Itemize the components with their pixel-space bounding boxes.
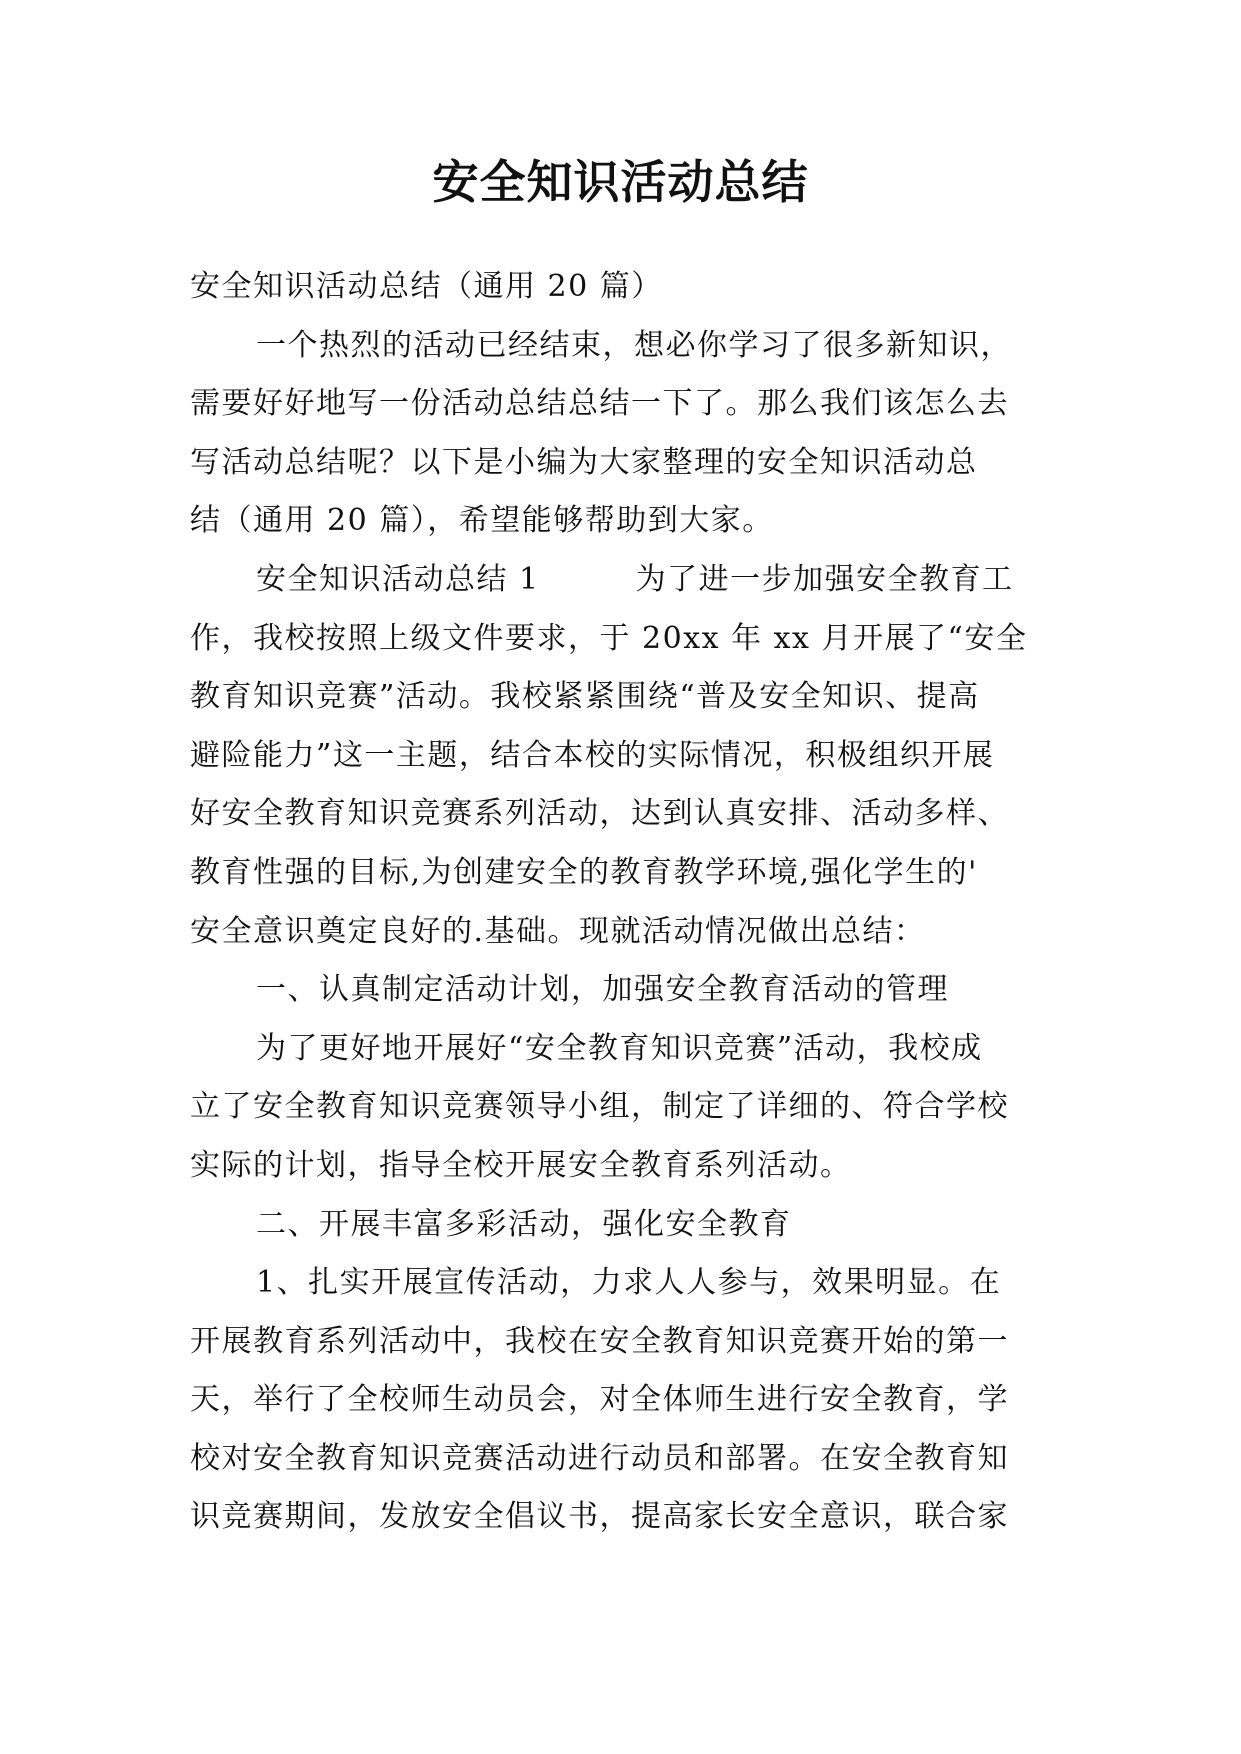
text-line-content: 一个热烈的活动已经结束，想必你学习了很多新知识， xyxy=(256,327,1012,363)
text-line xyxy=(190,492,1070,551)
text-line-content: 1、扎实开展宣传活动，力求人人参与，效果明显。在 xyxy=(256,1265,1002,1301)
text-line-content: 避险能力”这一主题，结合本校的实际情况，积极组织开展 xyxy=(190,737,995,773)
text-line xyxy=(190,1430,1070,1489)
text-line xyxy=(190,903,1070,962)
text-line-content: 写活动总结呢？以下是小编为大家整理的安全知识活动总 xyxy=(190,444,978,480)
text-line xyxy=(190,1078,1070,1137)
text-line-content: 好安全教育知识竞赛系列活动，达到认真安排、活动多样、 xyxy=(190,796,1009,832)
text-line xyxy=(190,258,1070,317)
text-line-continuation: 为了进一步加强安全教育工 xyxy=(635,561,1014,597)
text-line-content: 安全意识奠定良好的.基础。现就活动情况做出总结： xyxy=(190,913,926,949)
text-line xyxy=(190,610,1070,669)
text-line-content: 安全知识活动总结 1 xyxy=(256,561,540,597)
text-line-content: 立了安全教育知识竞赛领导小组，制定了详细的、符合学校 xyxy=(190,1089,1009,1125)
text-line-content: 结（通用 20 篇），希望能够帮助到大家。 xyxy=(190,503,774,539)
text-line xyxy=(190,1137,1070,1196)
text-line xyxy=(190,961,1070,1020)
document-title: 安全知识活动总结 xyxy=(432,155,809,209)
text-line xyxy=(190,785,1070,844)
text-line xyxy=(190,434,1070,493)
text-line-content: 识竞赛期间，发放安全倡议书，提高家长安全意识，联合家 xyxy=(190,1499,1009,1535)
text-line-content: 教育知识竞赛”活动。我校紧紧围绕“普及安全知识、提高 xyxy=(190,679,980,715)
text-line xyxy=(190,1371,1070,1430)
text-line xyxy=(190,1254,1070,1313)
text-line-content: 校对安全教育知识竞赛活动进行动员和部署。在安全教育知 xyxy=(190,1440,1009,1476)
text-line-content: 一、认真制定活动计划，加强安全教育活动的管理 xyxy=(256,972,949,1008)
text-line xyxy=(190,727,1070,786)
text-line-content: 安全知识活动总结（通用 20 篇） xyxy=(190,269,663,304)
text-line xyxy=(190,1196,1070,1255)
text-line-content: 需要好好地写一份活动总结总结一下了。那么我们该怎么去 xyxy=(190,386,1009,422)
text-line xyxy=(190,668,1070,727)
text-line xyxy=(190,375,1070,434)
text-line-content: 实际的计划，指导全校开展安全教育系列活动。 xyxy=(190,1147,852,1183)
text-line-content: 教育性强的目标,为创建安全的教育教学环境,强化学生的' xyxy=(190,854,978,890)
text-line xyxy=(190,1488,1070,1547)
text-line xyxy=(190,1020,1070,1079)
text-line xyxy=(190,844,1070,903)
text-line xyxy=(190,317,1070,376)
document-body xyxy=(190,258,1070,1547)
text-line-content: 二、开展丰富多彩活动，强化安全教育 xyxy=(256,1206,792,1242)
text-line xyxy=(190,1313,1070,1372)
text-line-content: 为了更好地开展好“安全教育知识竞赛”活动，我校成 xyxy=(256,1030,983,1066)
text-line-content: 作，我校按照上级文件要求，于 20xx 年 xx 月开展了“安全 xyxy=(190,620,1028,656)
text-line-content: 开展教育系列活动中，我校在安全教育知识竞赛开始的第一 xyxy=(190,1323,1009,1359)
text-line-content: 天，举行了全校师生动员会，对全体师生进行安全教育，学 xyxy=(190,1382,1009,1418)
text-line xyxy=(190,551,1070,610)
